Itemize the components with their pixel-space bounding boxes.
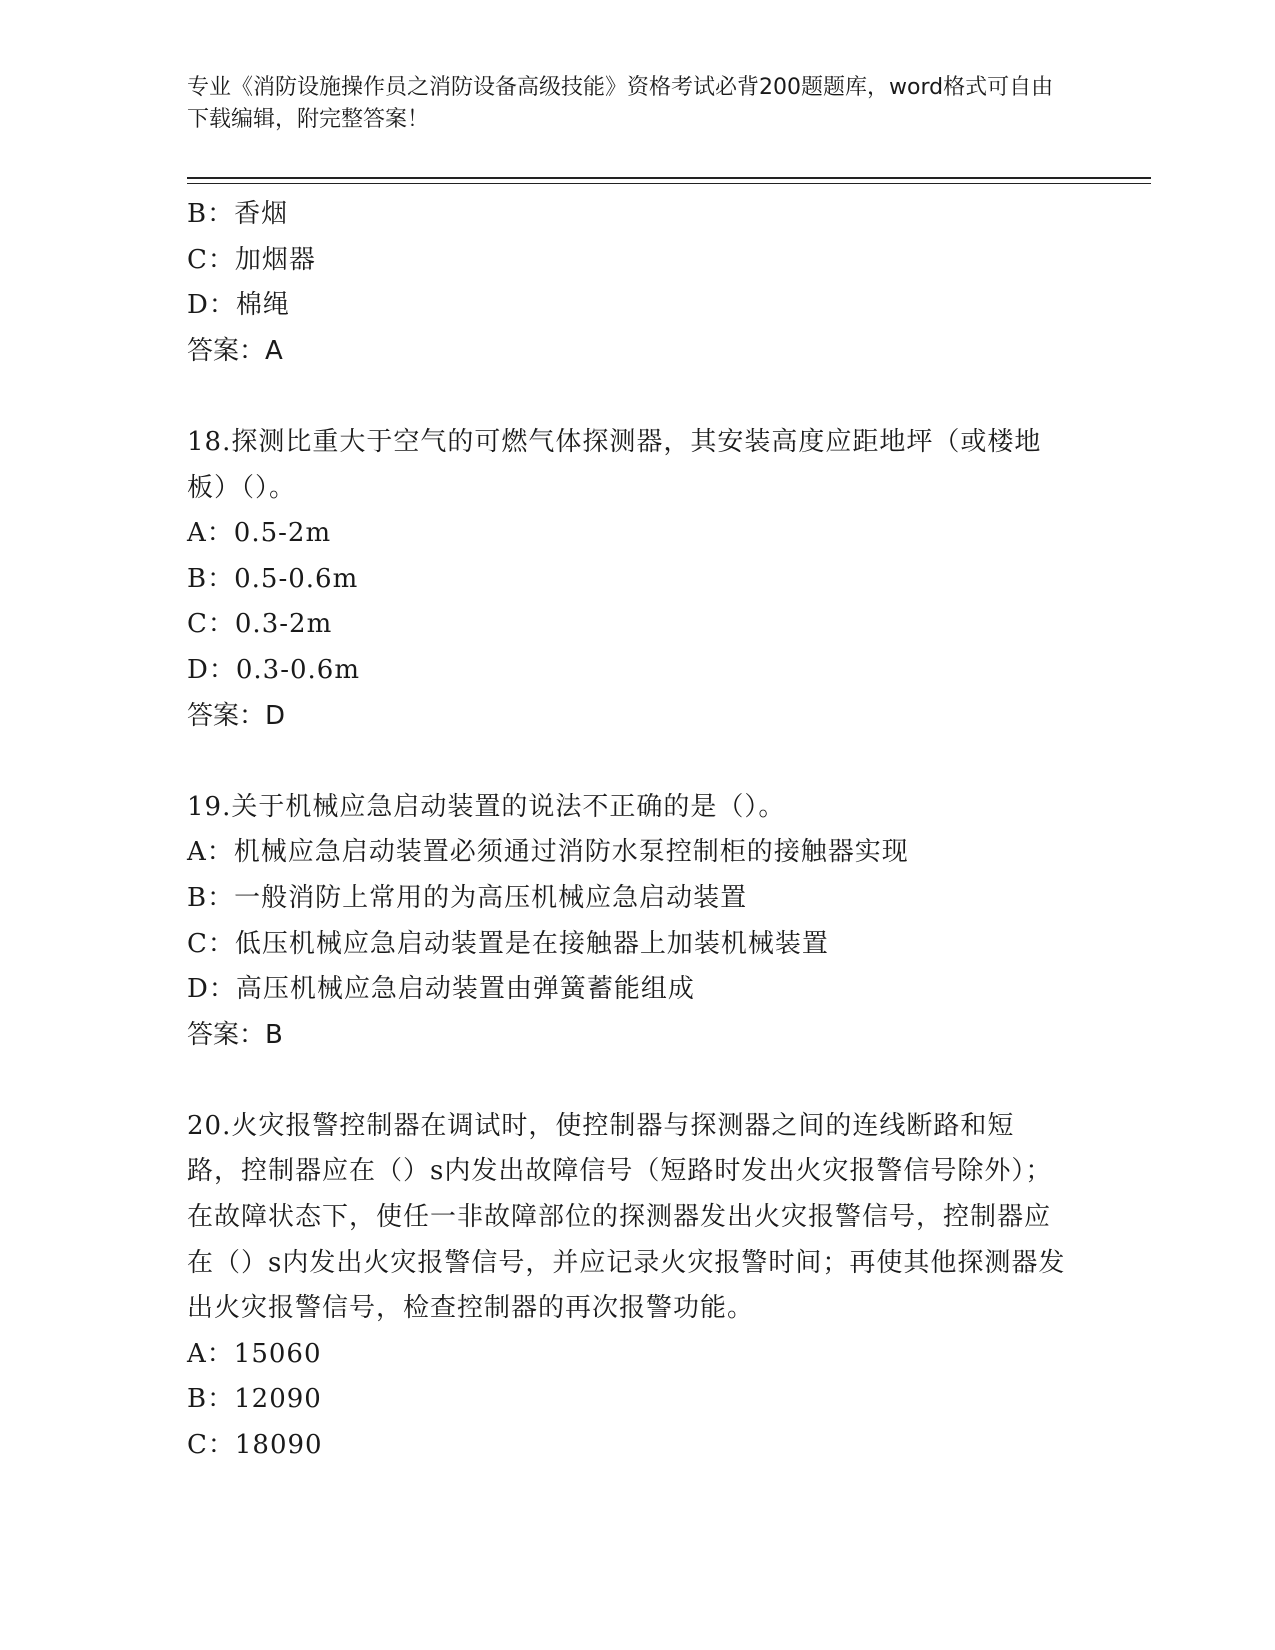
question-text: 20.火灾报警控制器在调试时，使控制器与探测器之间的连线断路和短路，控制器应在（）s内发出故障信号（短路时发出火灾报警信号除外）；在故障状态下，使任一非故障部位的探测器发出火灾报警信号，控制器应在（）s内发出火灾报警信号，并应记录火灾报警时间；再使其他探测器发出火灾报警信号，检查控制器的再次报警功能。 <box>187 1110 1066 1324</box>
spacer <box>187 374 1087 420</box>
header-divider-thick <box>187 177 1151 179</box>
option-b: B：一般消防上常用的为高压机械应急启动装置 <box>187 882 748 913</box>
option-c: C：0.3-2m <box>187 609 333 640</box>
spacer <box>187 1058 1087 1104</box>
option-a: A：机械应急启动装置必须通过消防水泵控制柜的接触器实现 <box>187 837 909 868</box>
option-d: D：高压机械应急启动装置由弹簧蓄能组成 <box>187 974 695 1005</box>
option-d: D：0.3-0.6m <box>187 654 360 685</box>
option-b: B：0.5-0.6m <box>187 563 359 594</box>
question-text: 18.探测比重大于空气的可燃气体探测器，其安装高度应距地坪（或楼地板）（）。 <box>187 426 1042 503</box>
question-18 <box>187 420 1087 739</box>
question-text: 19.关于机械应急启动装置的说法不正确的是（）。 <box>187 791 786 822</box>
option-c: C：18090 <box>187 1430 323 1461</box>
answer-line: 答案：B <box>187 1019 283 1050</box>
option-d: D：棉绳 <box>187 290 290 321</box>
question-17-tail <box>187 192 1087 374</box>
option-a: A：0.5-2m <box>187 518 332 549</box>
answer-line: 答案：D <box>187 700 286 731</box>
spacer <box>187 739 1087 785</box>
document-header: 专业《消防设施操作员之消防设备高级技能》资格考试必背200题题库，word格式可自由下载编辑，附完整答案！ <box>187 75 1054 132</box>
option-a: A：15060 <box>187 1338 322 1369</box>
option-b: B：12090 <box>187 1384 322 1415</box>
question-19 <box>187 785 1087 1059</box>
question-20 <box>187 1104 1087 1469</box>
question-list <box>187 192 1087 1469</box>
header-divider-thin <box>187 183 1151 184</box>
option-c: C：低压机械应急启动装置是在接触器上加装机械装置 <box>187 928 829 959</box>
option-c: C：加烟器 <box>187 244 316 275</box>
option-b: B：香烟 <box>187 199 289 229</box>
answer-line: 答案：A <box>187 335 283 366</box>
